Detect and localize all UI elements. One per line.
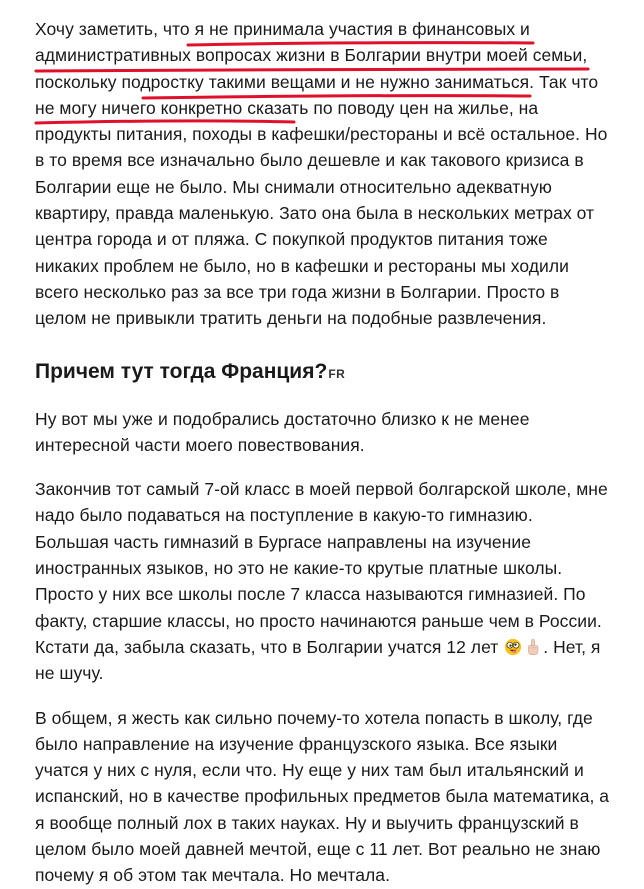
paragraph-prices: [35, 16, 610, 332]
paragraph-intro: Ну вот мы уже и подобрались достаточно близко к не менее интересной части моего повествования.: [35, 408, 530, 455]
article-body: [35, 16, 610, 889]
para1-text-start: Хочу заметить, что: [35, 19, 195, 39]
para3-text: Закончив тот самый 7-ой класс в моей первой болгарской школе, мне надо было подаваться на поступление в какую-то гимназию. Большая часть гимназий в Бургасе направлены на изучение иностранных языков, но это не какие-то крутые платные школы. Просто у них все школы после 7 класса называются гимназией. По факту, старшие классы, но просто начинаются раньше чем в России. Кстати да, забыла сказать, что в Болгарии учатся 12 лет: [35, 479, 608, 657]
para1-text-3: . Так что: [529, 71, 599, 92]
para1-text-4: по поводу цен на жилье, на продукты питания, походы в кафешки/рестораны и всё остальное. Но в то время все изначально было дешевле и как такового кризиса в Болгарии еще не было. Мы снимали относительно адекватную квартиру, правда маленькую. Зато она была в нескольких метрах от центра города и от пляжа. С покупкой продуктов питания тоже никаких проблем не было, но в кафешки и рестораны мы ходили всего несколько раз за все три года жизни в Болгарии. Просто в целом не привыкли тратить деньги на подобные развлечения.: [35, 97, 608, 329]
highlighted-phrase-1: я не принимала участия в финансовых и административных вопросах жизни в Болгарии внутри моей семьи: [35, 19, 583, 66]
paragraph-gymnasium: [35, 476, 610, 686]
section-heading-text: Причем тут тогда Франция?: [35, 359, 328, 383]
paragraph-french-school: В общем, я жесть как сильно почему-то хотела попасть в школу, где было направление на изучение французского языка. Все языки учатся у них с нуля, если что. Ну еще у них там был итальянский и испанский, но в качестве профильных предметов была математика, а я вообще полный лох в таких науках. Ну и выучить французский в целом было моей давней мечтой, еще с 11 лет. Вот реально не знаю почему я об этом так мечтала. Но мечтала.: [35, 707, 610, 886]
pointing-up-hand-emoji-icon: [524, 638, 542, 656]
para1-text-2: , поскольку: [35, 45, 588, 92]
crazy-face-emoji-icon: [504, 638, 522, 656]
highlighted-phrase-2: подростку такими вещами и не нужно заниматься: [121, 71, 530, 92]
highlighted-phrase-3: не могу ничего конкретно сказать: [35, 97, 309, 118]
para3-text-end: . Нет, я не шучу.: [35, 636, 601, 684]
section-heading: [35, 358, 610, 388]
language-tag[interactable]: FR: [328, 366, 346, 381]
